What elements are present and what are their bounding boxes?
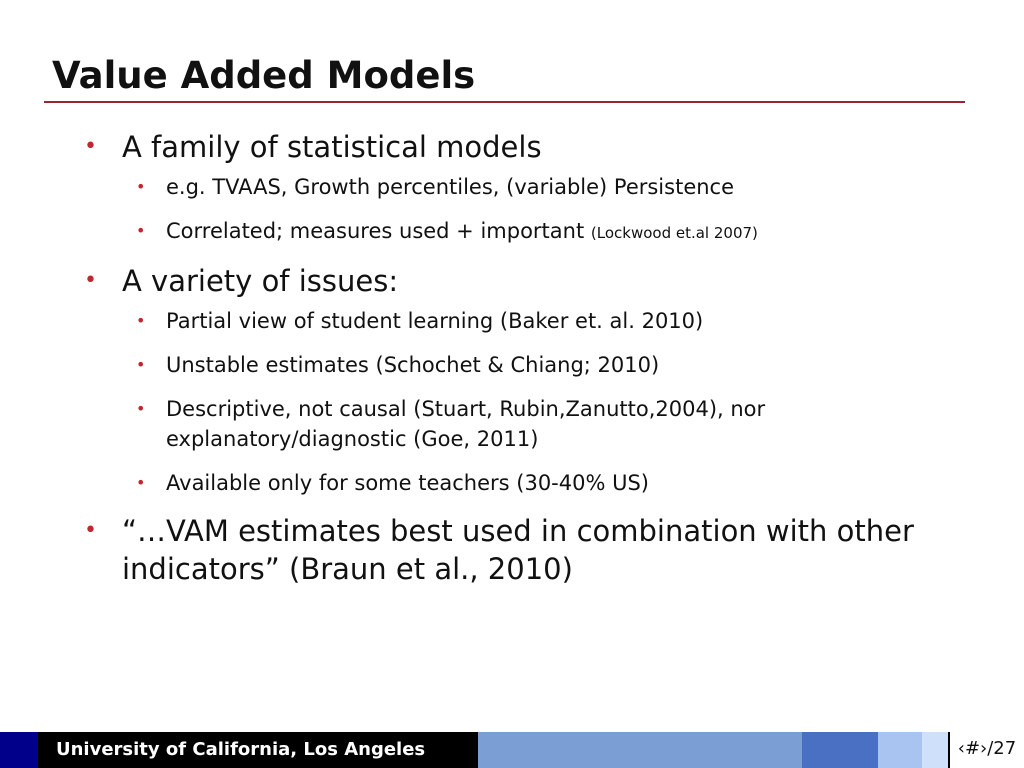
- page-number: ‹#›/27: [948, 732, 1024, 768]
- footer-institution: University of California, Los Angeles: [38, 732, 478, 768]
- bullet-list: [84, 128, 964, 596]
- bullet-item-statistical-models: [84, 128, 964, 248]
- bullet-marker: •: [84, 134, 97, 159]
- citation: (Lockwood et.al 2007): [590, 224, 758, 242]
- sub-bullet-marker: •: [136, 177, 146, 196]
- sub-bullet-item: [136, 172, 964, 202]
- footer-stripe-dark: [0, 732, 38, 768]
- footer-stripe-medium: [802, 732, 878, 768]
- sub-bullet-item: [136, 306, 964, 336]
- sub-bullet-item: [136, 350, 964, 380]
- bullet-item-quote: [84, 512, 964, 588]
- sub-bullet-marker: •: [136, 399, 146, 418]
- footer-stripe-light: [878, 732, 922, 768]
- bullet-marker: •: [84, 518, 97, 543]
- slide-title: Value Added Models: [52, 54, 476, 97]
- sub-bullet-item: [136, 216, 964, 248]
- sub-bullet-text: Unstable estimates (Schochet & Chiang; 2010): [166, 353, 660, 377]
- sub-bullet-marker: •: [136, 311, 146, 330]
- sub-bullet-marker: •: [136, 355, 146, 374]
- sub-bullet-marker: •: [136, 221, 146, 240]
- bullet-text: “…VAM estimates best used in combination with other indicators” (Braun et al., 2010): [122, 514, 914, 586]
- sub-bullet-item: [136, 394, 964, 454]
- sub-bullet-list: [122, 172, 964, 248]
- bullet-text: A family of statistical models: [122, 130, 542, 164]
- sub-bullet-marker: •: [136, 473, 146, 492]
- footer-stripe-mid: [478, 732, 802, 768]
- sub-bullet-list: [122, 306, 964, 498]
- bullet-text: A variety of issues:: [122, 264, 399, 298]
- sub-bullet-item: [136, 468, 964, 498]
- sub-bullet-text: Partial view of student learning (Baker et. al. 2010): [166, 309, 704, 333]
- sub-bullet-text: e.g. TVAAS, Growth percentiles, (variable) Persistence: [166, 175, 735, 199]
- sub-bullet-text: Available only for some teachers (30-40% US): [166, 471, 649, 495]
- slide-footer: [0, 732, 1024, 768]
- bullet-marker: •: [84, 268, 97, 293]
- sub-bullet-text: Descriptive, not causal (Stuart, Rubin,Zanutto,2004), nor explanatory/diagnostic (Goe, 2011): [166, 397, 766, 451]
- footer-stripe-pale: [922, 732, 948, 768]
- sub-bullet-text: Correlated; measures used + important: [166, 219, 591, 243]
- bullet-item-issues: [84, 262, 964, 498]
- title-underline: [44, 101, 965, 103]
